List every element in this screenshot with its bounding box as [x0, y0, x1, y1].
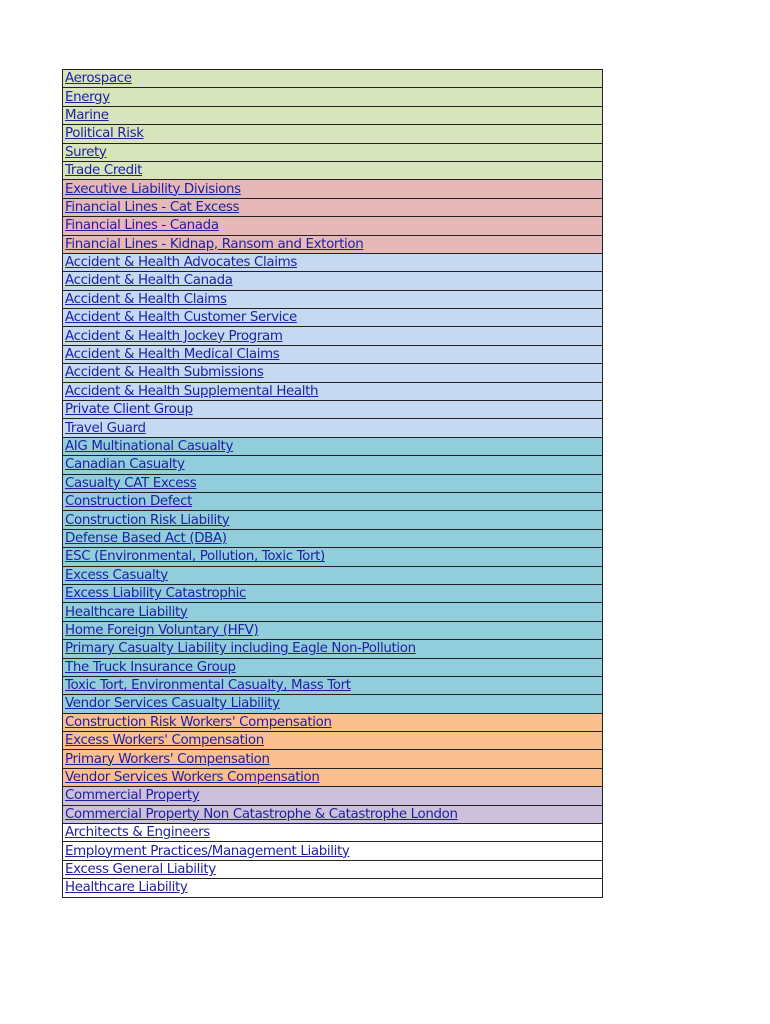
division-link[interactable]: Construction Risk Workers' Compensation [65, 714, 332, 730]
division-link[interactable]: Accident & Health Supplemental Health [65, 383, 319, 399]
division-link[interactable]: Commercial Property [65, 788, 200, 804]
division-link[interactable]: Architects & Engineers [65, 825, 210, 841]
table-row [63, 456, 602, 474]
table-row [63, 107, 602, 125]
division-link[interactable]: Excess Workers' Compensation [65, 733, 264, 749]
division-link[interactable]: ESC (Environmental, Pollution, Toxic Tort) [65, 549, 325, 565]
table-row [63, 511, 602, 529]
division-link[interactable]: Healthcare Liability [65, 604, 188, 620]
table-row [63, 603, 602, 621]
table-row [63, 622, 602, 640]
table-row [63, 236, 602, 254]
spreadsheet-table [62, 69, 603, 898]
table-row [63, 530, 602, 548]
division-link[interactable]: Executive Liability Divisions [65, 181, 241, 197]
table-row [63, 346, 602, 364]
division-link[interactable]: Accident & Health Jockey Program [65, 328, 283, 344]
division-link[interactable]: Financial Lines - Kidnap, Ransom and Extortion [65, 236, 364, 252]
table-row [63, 217, 602, 235]
table-row [63, 493, 602, 511]
table-row [63, 70, 602, 88]
table-row [63, 419, 602, 437]
table-row [63, 272, 602, 290]
division-link[interactable]: Primary Workers' Compensation [65, 751, 270, 767]
table-row [63, 714, 602, 732]
table-row [63, 309, 602, 327]
division-link[interactable]: Commercial Property Non Catastrophe & Catastrophe London [65, 806, 458, 822]
table-row [63, 861, 602, 879]
division-link[interactable]: Toxic Tort, Environmental Casualty, Mass Tort [65, 678, 351, 694]
table-row [63, 640, 602, 658]
table-row [63, 659, 602, 677]
table-row [63, 585, 602, 603]
division-link[interactable]: Defense Based Act (DBA) [65, 530, 227, 546]
division-link[interactable]: Excess Liability Catastrophic [65, 586, 246, 602]
division-link[interactable]: Marine [65, 107, 109, 123]
table-row [63, 254, 602, 272]
table-row [63, 806, 602, 824]
table-row [63, 787, 602, 805]
division-link[interactable]: Canadian Casualty [65, 457, 185, 473]
table-row [63, 88, 602, 106]
division-link[interactable]: Excess Casualty [65, 567, 168, 583]
division-link[interactable]: Energy [65, 89, 110, 105]
division-link[interactable]: Vendor Services Workers Compensation [65, 770, 320, 786]
division-link[interactable]: Employment Practices/Management Liability [65, 843, 350, 859]
division-link[interactable]: Travel Guard [65, 420, 146, 436]
table-row [63, 750, 602, 768]
division-link[interactable]: Accident & Health Advocates Claims [65, 255, 297, 271]
division-link[interactable]: Accident & Health Claims [65, 291, 227, 307]
division-link[interactable]: Home Foreign Voluntary (HFV) [65, 622, 259, 638]
table-row [63, 824, 602, 842]
division-link[interactable]: Accident & Health Medical Claims [65, 347, 280, 363]
table-row [63, 769, 602, 787]
table-row [63, 180, 602, 198]
division-link[interactable]: AIG Multinational Casualty [65, 439, 234, 454]
division-link[interactable]: Financial Lines - Cat Excess [65, 199, 240, 215]
table-row [63, 548, 602, 566]
table-row [63, 842, 602, 860]
division-link[interactable]: Private Client Group [65, 402, 193, 418]
table-row [63, 291, 602, 309]
division-link[interactable]: The Truck Insurance Group [65, 659, 236, 675]
table-row [63, 144, 602, 162]
division-link[interactable]: Construction Risk Liability [65, 512, 230, 528]
table-row [63, 677, 602, 695]
table-row [63, 162, 602, 180]
division-link[interactable]: Casualty CAT Excess [65, 475, 197, 491]
table-row [63, 383, 602, 401]
table-row [63, 364, 602, 382]
division-link[interactable]: Trade Credit [65, 163, 142, 179]
table-row [63, 401, 602, 419]
table-row [63, 327, 602, 345]
division-link[interactable]: Excess General Liability [65, 861, 216, 877]
division-link[interactable]: Accident & Health Canada [65, 273, 233, 289]
division-link[interactable]: Vendor Services Casualty Liability [65, 696, 280, 712]
table-row [63, 732, 602, 750]
division-link[interactable]: Primary Casualty Liability including Eagle Non-Pollution [65, 641, 416, 657]
division-link[interactable]: Surety [65, 144, 107, 160]
division-link[interactable]: Political Risk [65, 126, 144, 142]
table-row [63, 695, 602, 713]
table-row [63, 567, 602, 585]
table-row [63, 199, 602, 217]
division-link[interactable]: Financial Lines - Canada [65, 218, 219, 234]
division-link[interactable]: Aerospace [65, 71, 132, 87]
division-link[interactable]: Accident & Health Customer Service [65, 310, 297, 326]
division-link[interactable]: Construction Defect [65, 494, 192, 510]
table-row [63, 879, 602, 897]
table-row [63, 438, 602, 456]
division-link[interactable]: Accident & Health Submissions [65, 365, 264, 381]
table-row [63, 475, 602, 493]
table-row [63, 125, 602, 143]
division-link[interactable]: Healthcare Liability [65, 880, 188, 896]
